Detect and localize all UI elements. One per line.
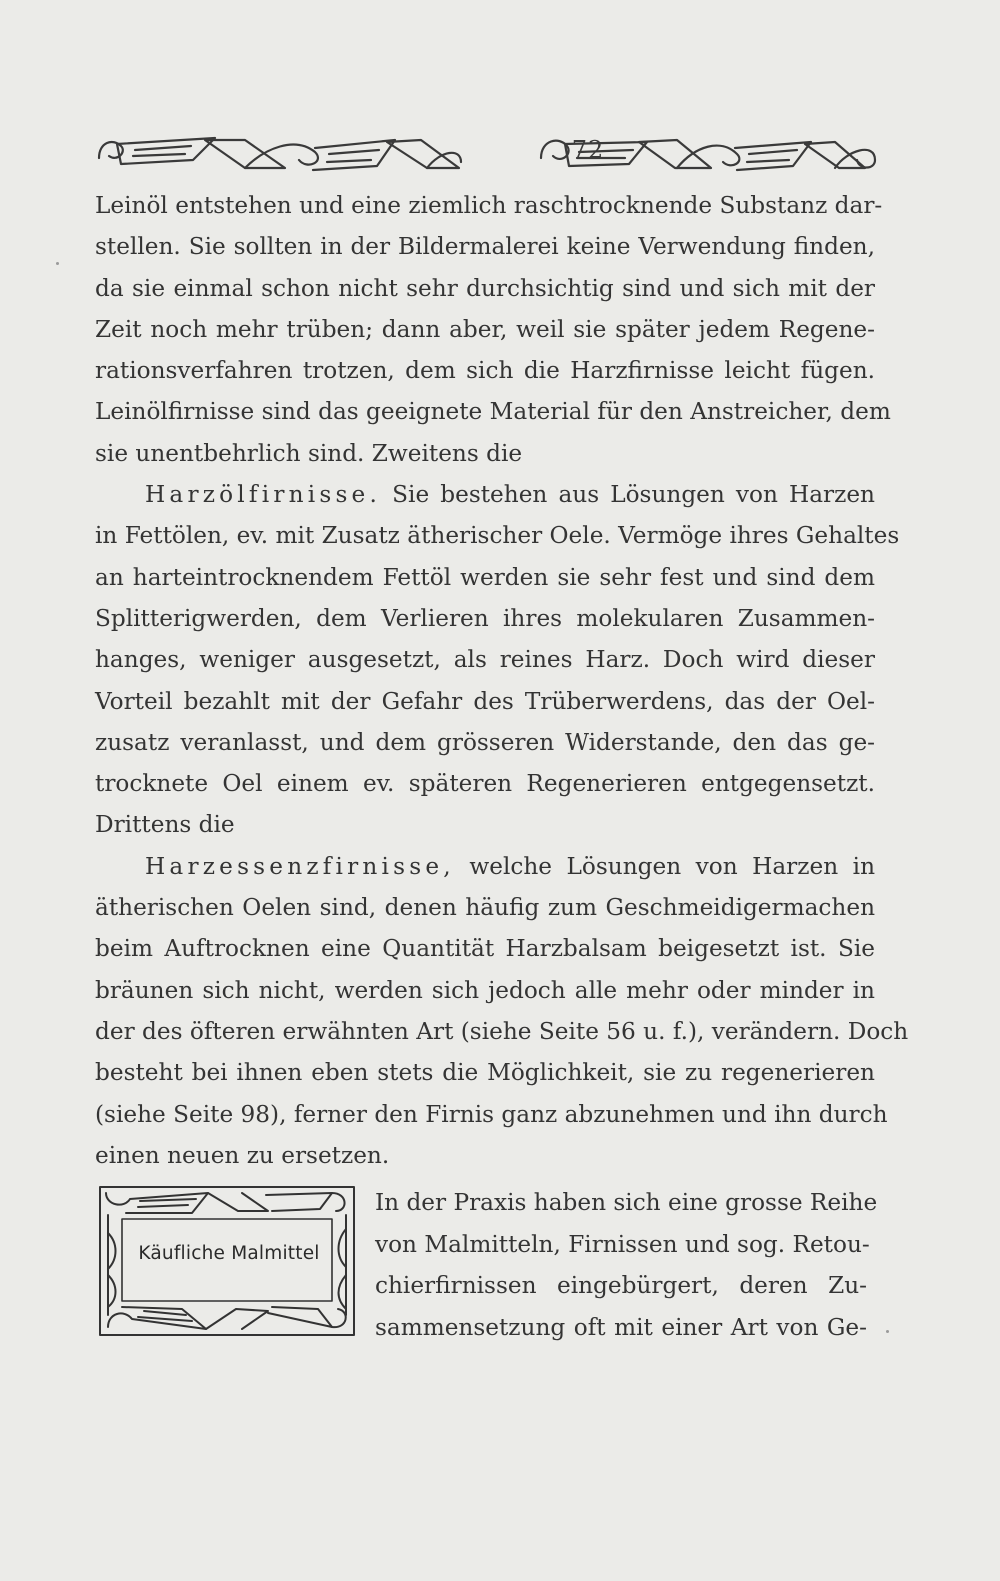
- paper-speck: [56, 262, 59, 265]
- text-line: trocknete Oel einem ev. späteren Regenerieren entgegensetzt.: [95, 770, 875, 798]
- text-line: bräunen sich nicht, werden sich jedoch alle mehr oder minder in: [95, 976, 875, 1004]
- text-line: In der Praxis haben sich eine grosse Reihe: [375, 1189, 878, 1216]
- text-line: von Malmitteln, Firnissen und sog. Retou-: [375, 1230, 870, 1258]
- body-text: [95, 185, 909, 1176]
- text-line: Drittens die: [95, 811, 235, 839]
- term-harzoelfirnisse: Harzölfirnisse.: [145, 481, 382, 509]
- text-line: Leinöl entstehen und eine ziemlich raschtrocknende Substanz dar-: [95, 192, 883, 219]
- text-line: stellen. Sie sollten in der Bildermalerei keine Verwendung finden,: [95, 233, 875, 261]
- page-number: 72: [571, 136, 605, 164]
- marginal-heading-box: [96, 1183, 358, 1340]
- text-run: welche Lösungen von Harzen in: [454, 852, 875, 880]
- text-line: in Fettölen, ev. mit Zusatz ätherischer Oele. Vermöge ihres Gehaltes: [95, 522, 900, 550]
- text-line: ätherischen Oelen sind, denen häufig zum Geschmeidigermachen: [95, 894, 875, 922]
- text-line: (siehe Seite 98), ferner den Firnis ganz abzunehmen und ihn durch: [95, 1100, 888, 1128]
- text-line: Vorteil bezahlt mit der Gefahr des Trüberwerdens, das der Oel-: [95, 687, 875, 715]
- text-line: Leinölfirnisse sind das geeignete Material für den Anstreicher, dem: [95, 398, 891, 426]
- text-line: zusatz veranlasst, und dem grösseren Widerstande, den das ge-: [95, 728, 875, 756]
- text-line: hanges, weniger ausgesetzt, als reines Harz. Doch wird dieser: [95, 646, 875, 674]
- text-line: einen neuen zu ersetzen.: [95, 1141, 390, 1169]
- text-line: an harteintrocknendem Fettöl werden sie sehr fest und sind dem: [95, 563, 875, 591]
- text-line: da sie einmal schon nicht sehr durchsichtig sind und sich mit der: [95, 274, 875, 302]
- text-line: besteht bei ihnen eben stets die Möglichkeit, sie zu regenerieren: [95, 1059, 875, 1087]
- text-line: Splitterigwerden, dem Verlieren ihres molekularen Zusammen-: [95, 604, 875, 632]
- text-run: Sie bestehen aus Lösungen von Harzen: [381, 481, 875, 509]
- left-ornament-icon: [95, 128, 465, 174]
- text-line: [95, 846, 875, 887]
- text-line: sie unentbehrlich sind. Zweitens die: [95, 439, 523, 467]
- side-text: [375, 1182, 878, 1348]
- text-line: rationsverfahren trotzen, dem sich die Harzfirnisse leicht fügen.: [95, 357, 875, 385]
- term-harzessenzfirnisse: Harzessenzfirnisse,: [145, 852, 455, 880]
- text-line: [95, 474, 875, 515]
- text-line: sammensetzung oft mit einer Art von Ge-: [375, 1313, 867, 1341]
- marginal-heading: Käufliche Malmittel: [138, 1243, 320, 1264]
- text-line: chierfirnissen eingebürgert, deren Zu-: [375, 1272, 867, 1299]
- text-line: Zeit noch mehr trüben; dann aber, weil sie später jedem Regene-: [95, 315, 875, 343]
- paper-speck: [886, 1330, 889, 1333]
- text-line: der des öfteren erwähnten Art (siehe Seite 56 u. f.), verändern. Doch: [95, 1017, 909, 1045]
- text-line: beim Auftrocknen eine Quantität Harzbalsam beigesetzt ist. Sie: [95, 935, 875, 963]
- right-ornament-icon: [535, 128, 880, 174]
- page-header: [95, 128, 880, 174]
